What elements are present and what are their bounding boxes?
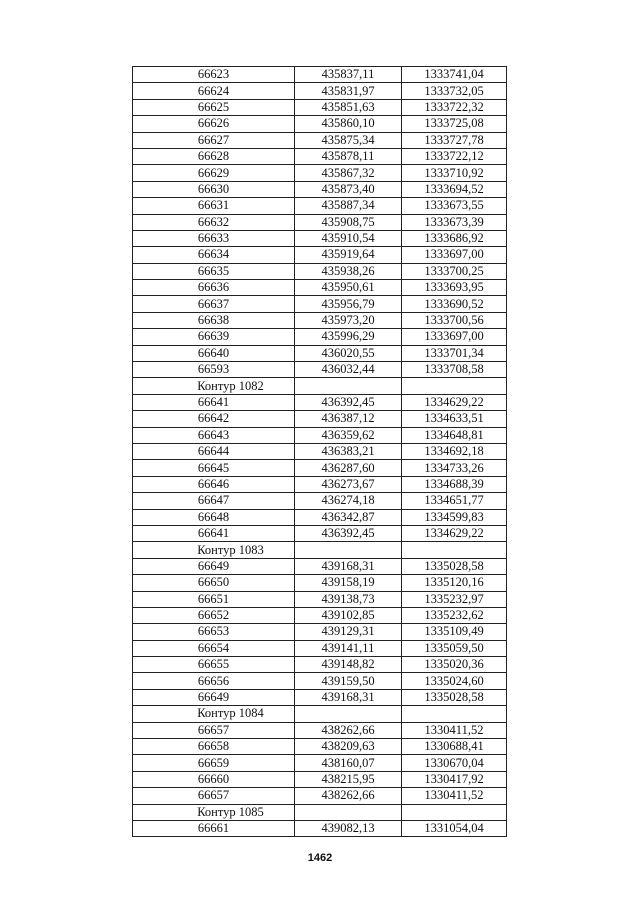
point-id-cell: 66640: [133, 345, 295, 361]
table-row: [133, 755, 507, 771]
point-id-cell: 66625: [133, 99, 295, 115]
x-coordinate-cell: 436287,60: [295, 460, 402, 476]
table-row: [133, 247, 507, 263]
y-coordinate-cell: 1333697,00: [402, 247, 507, 263]
table-row: [133, 329, 507, 345]
table-row: [133, 230, 507, 246]
x-coordinate-cell: 435837,11: [295, 67, 402, 83]
table-row: [133, 411, 507, 427]
x-coordinate-cell: 436342,87: [295, 509, 402, 525]
point-id-cell: 66638: [133, 312, 295, 328]
point-id-cell: 66652: [133, 607, 295, 623]
y-coordinate-cell: 1335028,58: [402, 689, 507, 705]
point-id-cell: 66644: [133, 443, 295, 459]
x-coordinate-cell: 439148,82: [295, 657, 402, 673]
x-coordinate-cell: 435867,32: [295, 165, 402, 181]
point-id-cell: 66635: [133, 263, 295, 279]
point-id-cell: 66593: [133, 362, 295, 378]
table-row: [133, 493, 507, 509]
point-id-cell: 66641: [133, 525, 295, 541]
x-coordinate-cell: 435887,34: [295, 198, 402, 214]
table-row: [133, 820, 507, 836]
y-coordinate-cell: 1333741,04: [402, 67, 507, 83]
y-coordinate-cell: 1330670,04: [402, 755, 507, 771]
x-coordinate-cell: 435973,20: [295, 312, 402, 328]
table-row: [133, 657, 507, 673]
x-coordinate-cell: 436383,21: [295, 443, 402, 459]
table-row: [133, 345, 507, 361]
point-id-cell: 66636: [133, 280, 295, 296]
point-id-cell: 66657: [133, 722, 295, 738]
y-coordinate-cell: 1333694,52: [402, 181, 507, 197]
y-coordinate-cell: 1334648,81: [402, 427, 507, 443]
x-coordinate-cell: 435851,63: [295, 99, 402, 115]
x-coordinate-cell: 435956,79: [295, 296, 402, 312]
y-coordinate-cell: 1333697,00: [402, 329, 507, 345]
y-coordinate-cell: 1335024,60: [402, 673, 507, 689]
table-row: [133, 673, 507, 689]
contour-header-row: [133, 706, 507, 722]
point-id-cell: 66631: [133, 198, 295, 214]
point-id-cell: 66648: [133, 509, 295, 525]
contour-label: Контур 1084: [133, 706, 295, 722]
point-id-cell: 66628: [133, 148, 295, 164]
table-row: [133, 788, 507, 804]
table-row: [133, 181, 507, 197]
point-id-cell: 66632: [133, 214, 295, 230]
table-row: [133, 739, 507, 755]
y-coordinate-cell: 1333708,58: [402, 362, 507, 378]
point-id-cell: 66639: [133, 329, 295, 345]
table-row: [133, 148, 507, 164]
point-id-cell: 66654: [133, 640, 295, 656]
y-coordinate-cell: 1334629,22: [402, 525, 507, 541]
point-id-cell: 66649: [133, 689, 295, 705]
y-coordinate-cell: 1330417,92: [402, 771, 507, 787]
point-id-cell: 66657: [133, 788, 295, 804]
table-row: [133, 362, 507, 378]
table-row: [133, 509, 507, 525]
y-coordinate-cell: 1333686,92: [402, 230, 507, 246]
y-coordinate-cell: 1335020,36: [402, 657, 507, 673]
y-coordinate-cell: 1333701,34: [402, 345, 507, 361]
y-coordinate-cell: 1335109,49: [402, 624, 507, 640]
empty-cell: [295, 706, 402, 722]
x-coordinate-cell: 436020,55: [295, 345, 402, 361]
point-id-cell: 66661: [133, 820, 295, 836]
point-id-cell: 66627: [133, 132, 295, 148]
coordinates-table: [132, 66, 507, 837]
empty-cell: [295, 542, 402, 558]
point-id-cell: 66647: [133, 493, 295, 509]
y-coordinate-cell: 1333690,52: [402, 296, 507, 312]
y-coordinate-cell: 1333722,12: [402, 148, 507, 164]
table-row: [133, 607, 507, 623]
y-coordinate-cell: 1333710,92: [402, 165, 507, 181]
table-row: [133, 312, 507, 328]
y-coordinate-cell: 1334633,51: [402, 411, 507, 427]
table-row: [133, 99, 507, 115]
point-id-cell: 66656: [133, 673, 295, 689]
point-id-cell: 66655: [133, 657, 295, 673]
y-coordinate-cell: 1333700,56: [402, 312, 507, 328]
empty-cell: [402, 378, 507, 394]
y-coordinate-cell: 1333673,39: [402, 214, 507, 230]
x-coordinate-cell: 435873,40: [295, 181, 402, 197]
contour-label: Контур 1083: [133, 542, 295, 558]
table-row: [133, 427, 507, 443]
y-coordinate-cell: 1335232,97: [402, 591, 507, 607]
y-coordinate-cell: 1330688,41: [402, 739, 507, 755]
table-row: [133, 214, 507, 230]
point-id-cell: 66642: [133, 411, 295, 427]
x-coordinate-cell: 438262,66: [295, 788, 402, 804]
y-coordinate-cell: 1335232,62: [402, 607, 507, 623]
y-coordinate-cell: 1333673,55: [402, 198, 507, 214]
point-id-cell: 66624: [133, 83, 295, 99]
table-row: [133, 624, 507, 640]
x-coordinate-cell: 436392,45: [295, 394, 402, 410]
x-coordinate-cell: 439129,31: [295, 624, 402, 640]
x-coordinate-cell: 439138,73: [295, 591, 402, 607]
point-id-cell: 66629: [133, 165, 295, 181]
x-coordinate-cell: 439102,85: [295, 607, 402, 623]
table-row: [133, 394, 507, 410]
contour-header-row: [133, 378, 507, 394]
empty-cell: [402, 706, 507, 722]
page-number: 1462: [307, 852, 333, 864]
point-id-cell: 66623: [133, 67, 295, 83]
empty-cell: [295, 804, 402, 820]
point-id-cell: 66634: [133, 247, 295, 263]
table-row: [133, 460, 507, 476]
empty-cell: [295, 378, 402, 394]
table-row: [133, 575, 507, 591]
y-coordinate-cell: 1333727,78: [402, 132, 507, 148]
table-row: [133, 132, 507, 148]
point-id-cell: 66660: [133, 771, 295, 787]
point-id-cell: 66646: [133, 476, 295, 492]
x-coordinate-cell: 439168,31: [295, 689, 402, 705]
point-id-cell: 66645: [133, 460, 295, 476]
coordinates-table-body: [133, 67, 507, 837]
table-row: [133, 558, 507, 574]
y-coordinate-cell: 1333722,32: [402, 99, 507, 115]
x-coordinate-cell: 435950,61: [295, 280, 402, 296]
y-coordinate-cell: 1335059,50: [402, 640, 507, 656]
contour-header-row: [133, 804, 507, 820]
table-row: [133, 116, 507, 132]
contour-label: Контур 1082: [133, 378, 295, 394]
y-coordinate-cell: 1334599,83: [402, 509, 507, 525]
point-id-cell: 66651: [133, 591, 295, 607]
y-coordinate-cell: 1334692,18: [402, 443, 507, 459]
x-coordinate-cell: 435875,34: [295, 132, 402, 148]
table-row: [133, 476, 507, 492]
table-row: [133, 165, 507, 181]
y-coordinate-cell: 1331054,04: [402, 820, 507, 836]
x-coordinate-cell: 435831,97: [295, 83, 402, 99]
x-coordinate-cell: 435919,64: [295, 247, 402, 263]
point-id-cell: 66641: [133, 394, 295, 410]
x-coordinate-cell: 439141,11: [295, 640, 402, 656]
x-coordinate-cell: 436359,62: [295, 427, 402, 443]
table-row: [133, 198, 507, 214]
empty-cell: [402, 804, 507, 820]
table-row: [133, 689, 507, 705]
x-coordinate-cell: 438215,95: [295, 771, 402, 787]
y-coordinate-cell: 1330411,52: [402, 788, 507, 804]
x-coordinate-cell: 438209,63: [295, 739, 402, 755]
x-coordinate-cell: 438262,66: [295, 722, 402, 738]
table-row: [133, 67, 507, 83]
x-coordinate-cell: 435910,54: [295, 230, 402, 246]
y-coordinate-cell: 1334688,39: [402, 476, 507, 492]
y-coordinate-cell: 1333700,25: [402, 263, 507, 279]
y-coordinate-cell: 1334651,77: [402, 493, 507, 509]
point-id-cell: 66653: [133, 624, 295, 640]
table-row: [133, 722, 507, 738]
y-coordinate-cell: 1333732,05: [402, 83, 507, 99]
table-row: [133, 263, 507, 279]
x-coordinate-cell: 436387,12: [295, 411, 402, 427]
x-coordinate-cell: 439168,31: [295, 558, 402, 574]
x-coordinate-cell: 435860,10: [295, 116, 402, 132]
x-coordinate-cell: 435908,75: [295, 214, 402, 230]
table-row: [133, 296, 507, 312]
point-id-cell: 66630: [133, 181, 295, 197]
x-coordinate-cell: 436032,44: [295, 362, 402, 378]
table-row: [133, 591, 507, 607]
point-id-cell: 66649: [133, 558, 295, 574]
point-id-cell: 66633: [133, 230, 295, 246]
y-coordinate-cell: 1335028,58: [402, 558, 507, 574]
y-coordinate-cell: 1335120,16: [402, 575, 507, 591]
table-row: [133, 771, 507, 787]
x-coordinate-cell: 435878,11: [295, 148, 402, 164]
x-coordinate-cell: 439082,13: [295, 820, 402, 836]
table-row: [133, 443, 507, 459]
y-coordinate-cell: 1330411,52: [402, 722, 507, 738]
point-id-cell: 66659: [133, 755, 295, 771]
table-row: [133, 83, 507, 99]
x-coordinate-cell: 435996,29: [295, 329, 402, 345]
table-row: [133, 525, 507, 541]
contour-header-row: [133, 542, 507, 558]
x-coordinate-cell: 435938,26: [295, 263, 402, 279]
y-coordinate-cell: 1333693,95: [402, 280, 507, 296]
y-coordinate-cell: 1334733,26: [402, 460, 507, 476]
y-coordinate-cell: 1333725,08: [402, 116, 507, 132]
x-coordinate-cell: 439159,50: [295, 673, 402, 689]
point-id-cell: 66658: [133, 739, 295, 755]
contour-label: Контур 1085: [133, 804, 295, 820]
point-id-cell: 66643: [133, 427, 295, 443]
table-row: [133, 640, 507, 656]
x-coordinate-cell: 436392,45: [295, 525, 402, 541]
x-coordinate-cell: 439158,19: [295, 575, 402, 591]
point-id-cell: 66650: [133, 575, 295, 591]
empty-cell: [402, 542, 507, 558]
table-row: [133, 280, 507, 296]
point-id-cell: 66626: [133, 116, 295, 132]
y-coordinate-cell: 1334629,22: [402, 394, 507, 410]
x-coordinate-cell: 438160,07: [295, 755, 402, 771]
x-coordinate-cell: 436273,67: [295, 476, 402, 492]
x-coordinate-cell: 436274,18: [295, 493, 402, 509]
point-id-cell: 66637: [133, 296, 295, 312]
